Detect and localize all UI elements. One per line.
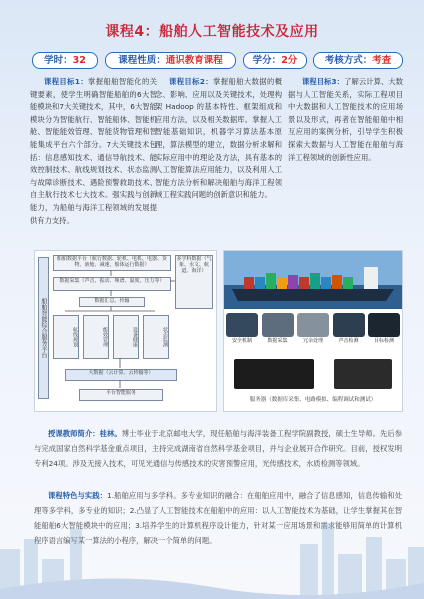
city-skyline-decoration [0,509,424,599]
redundancy-device-icon [297,313,329,337]
teacher-intro [34,426,402,471]
nature-label: 课程性质： [118,55,166,66]
sensor-1 [226,313,258,353]
hours-badge [32,52,98,69]
sensor-2 [262,313,294,353]
vertical-platform-label: 船舶智能综合服务平台 [38,257,49,399]
course-title: 课程4：船舶人工智能技术及应用 [105,24,319,40]
sound-sensor-icon [333,313,365,337]
objective-1-lead: 课程目标1： [44,77,89,86]
features-lead: 课程特色与实践： [48,491,108,500]
equipment-figure [223,250,403,412]
sensor-4 [333,313,365,353]
container-ship-image [224,251,402,309]
exam-label: 考核方式： [324,55,373,66]
acquisition-device-icon [262,313,294,337]
transfer-box: 数据汇总、传输 [79,297,145,307]
bigdata-box: 大数据（云计算、云传输等） [65,369,177,381]
platform-diagram [34,250,217,412]
hours-label: 学时： [44,55,73,66]
objective-1 [30,76,157,227]
acquisition-box: 数据采集（声音、振动、频谱、温度、压力等） [53,277,171,291]
objective-3-lead: 课程目标3： [302,77,345,86]
objective-2 [155,76,282,202]
hours-value: 32 [72,55,86,66]
credit-badge [243,52,307,69]
objective-2-lead: 课程目标2： [169,77,214,86]
security-device-icon [226,313,258,337]
features-text: 1.船舶应用与多学科。多专业知识的融合：在船舶应用中，融合了信息感知，信息传输和处理等多学科，多专业的知识；2.凸显了人工智能技术在船舶中的应用：以人工智能技术为基础，让学生掌握其在智能船舶6大智能模块中的应用；3.培养学生的计算机程序设计能力，针对某一应用场景和需求能够用简单的计算机程序语言编写某一算法的小程序，解决一个简单的问题。 [34,491,402,545]
exam-value: 考查 [372,55,392,66]
teacher-lead: 授课教师简介： [48,429,100,438]
service-box: 平台智能服务 [79,389,163,401]
objective-3 [288,76,403,164]
sensor-5 [368,313,400,353]
ship-data-box: 船舶数据平台（航行数据、轮机、电机、电器、货物、液舱、减速、船体运行数据） [53,255,171,271]
nature-value: 通识教育课程 [165,55,223,66]
multi-source-box: 多学科数据（气象、水文、航道、海洋） [175,255,213,309]
teacher-text: 博士毕业于北京邮电大学，现任船舶与海洋装备工程学院副教授，硕士生导师。先后参与完成国家自然科学基金重点项目，主持完成湖南省自然科学基金项目，并与企业展开合作研究。目前，授权发明专利24项。涉及无接入技术，可见光通信与传感技术的灾害预警应用，光传感技术，水质检测等领域。 [34,429,403,468]
sensor-icons-row [226,313,400,353]
sensor-5-caption: 目标检测 [373,338,394,344]
objective-1-text: 掌握船舶智能化的关键要素，使学生明确智能船舶的6大智能模块和7大关键技术，其中，6大智能模块分为智能航行、智能船体、智能机舱、智能能效管理、智能货物管理和智能集成平台六个部分。7大关键技术包括：信息感知技术、通信导航技术、能效控制技术、航线规划技术、状态监测与故障诊断技术、遇险预警救助技术、自主航行技术七大技术。强实践与创新能力，为船舶与海洋工程领域的发展提供有力支持。 [30,77,158,225]
sensor-2-caption: 数据采集 [267,338,288,344]
teacher-name: 桂林。 [99,429,122,438]
exam-badge [313,52,403,69]
sensor-4-caption: 声音检测 [338,338,359,344]
credit-value: 2分 [281,55,298,66]
objective-2-text: 掌握船舶大数据的概念、影响、应用以及关键技术，处理构架 Hadoop 的基本特性、框架组成和应用方法，以及相关数据库。掌握人工智能基础知识，机器学习算法基本原理，算法模型的建立，数据分析求解和实际应用中的理论及方法，具有基本的人工智能算法应用能力，以及利用人工智能方法分析和解决船舶与海洋工程领域工程实践问题的创新意识和能力。 [155,77,283,200]
branch-3: 设备健康 [113,315,139,359]
sensor-1-caption: 安全机制 [231,338,252,344]
sensor-3-caption: 冗余处理 [302,338,323,344]
diagram-arrows [35,251,216,411]
controller-image [334,359,392,389]
branch-4: 状态监测 [143,315,169,359]
server-image [234,359,314,389]
branch-1: 航线规划 [53,315,79,359]
sensor-3 [297,313,329,353]
nature-badge [105,52,236,69]
branch-2: 能效管理 [83,315,109,359]
server-caption: 服务器（数据库采集、电路模拟、编程调试和测试） [249,397,377,403]
camera-icon [368,313,400,337]
credit-label: 学分： [252,55,282,66]
objective-3-text: 了解云计算、大数据与人工智能关系，实际工程项目中大数据和人工智能技术的应用场景以及形式，再者在智能船舶中相互应用的案例分析，引导学生积极探索大数据与人工智能在船舶与海洋工程领域的创新性应用。 [288,77,404,162]
